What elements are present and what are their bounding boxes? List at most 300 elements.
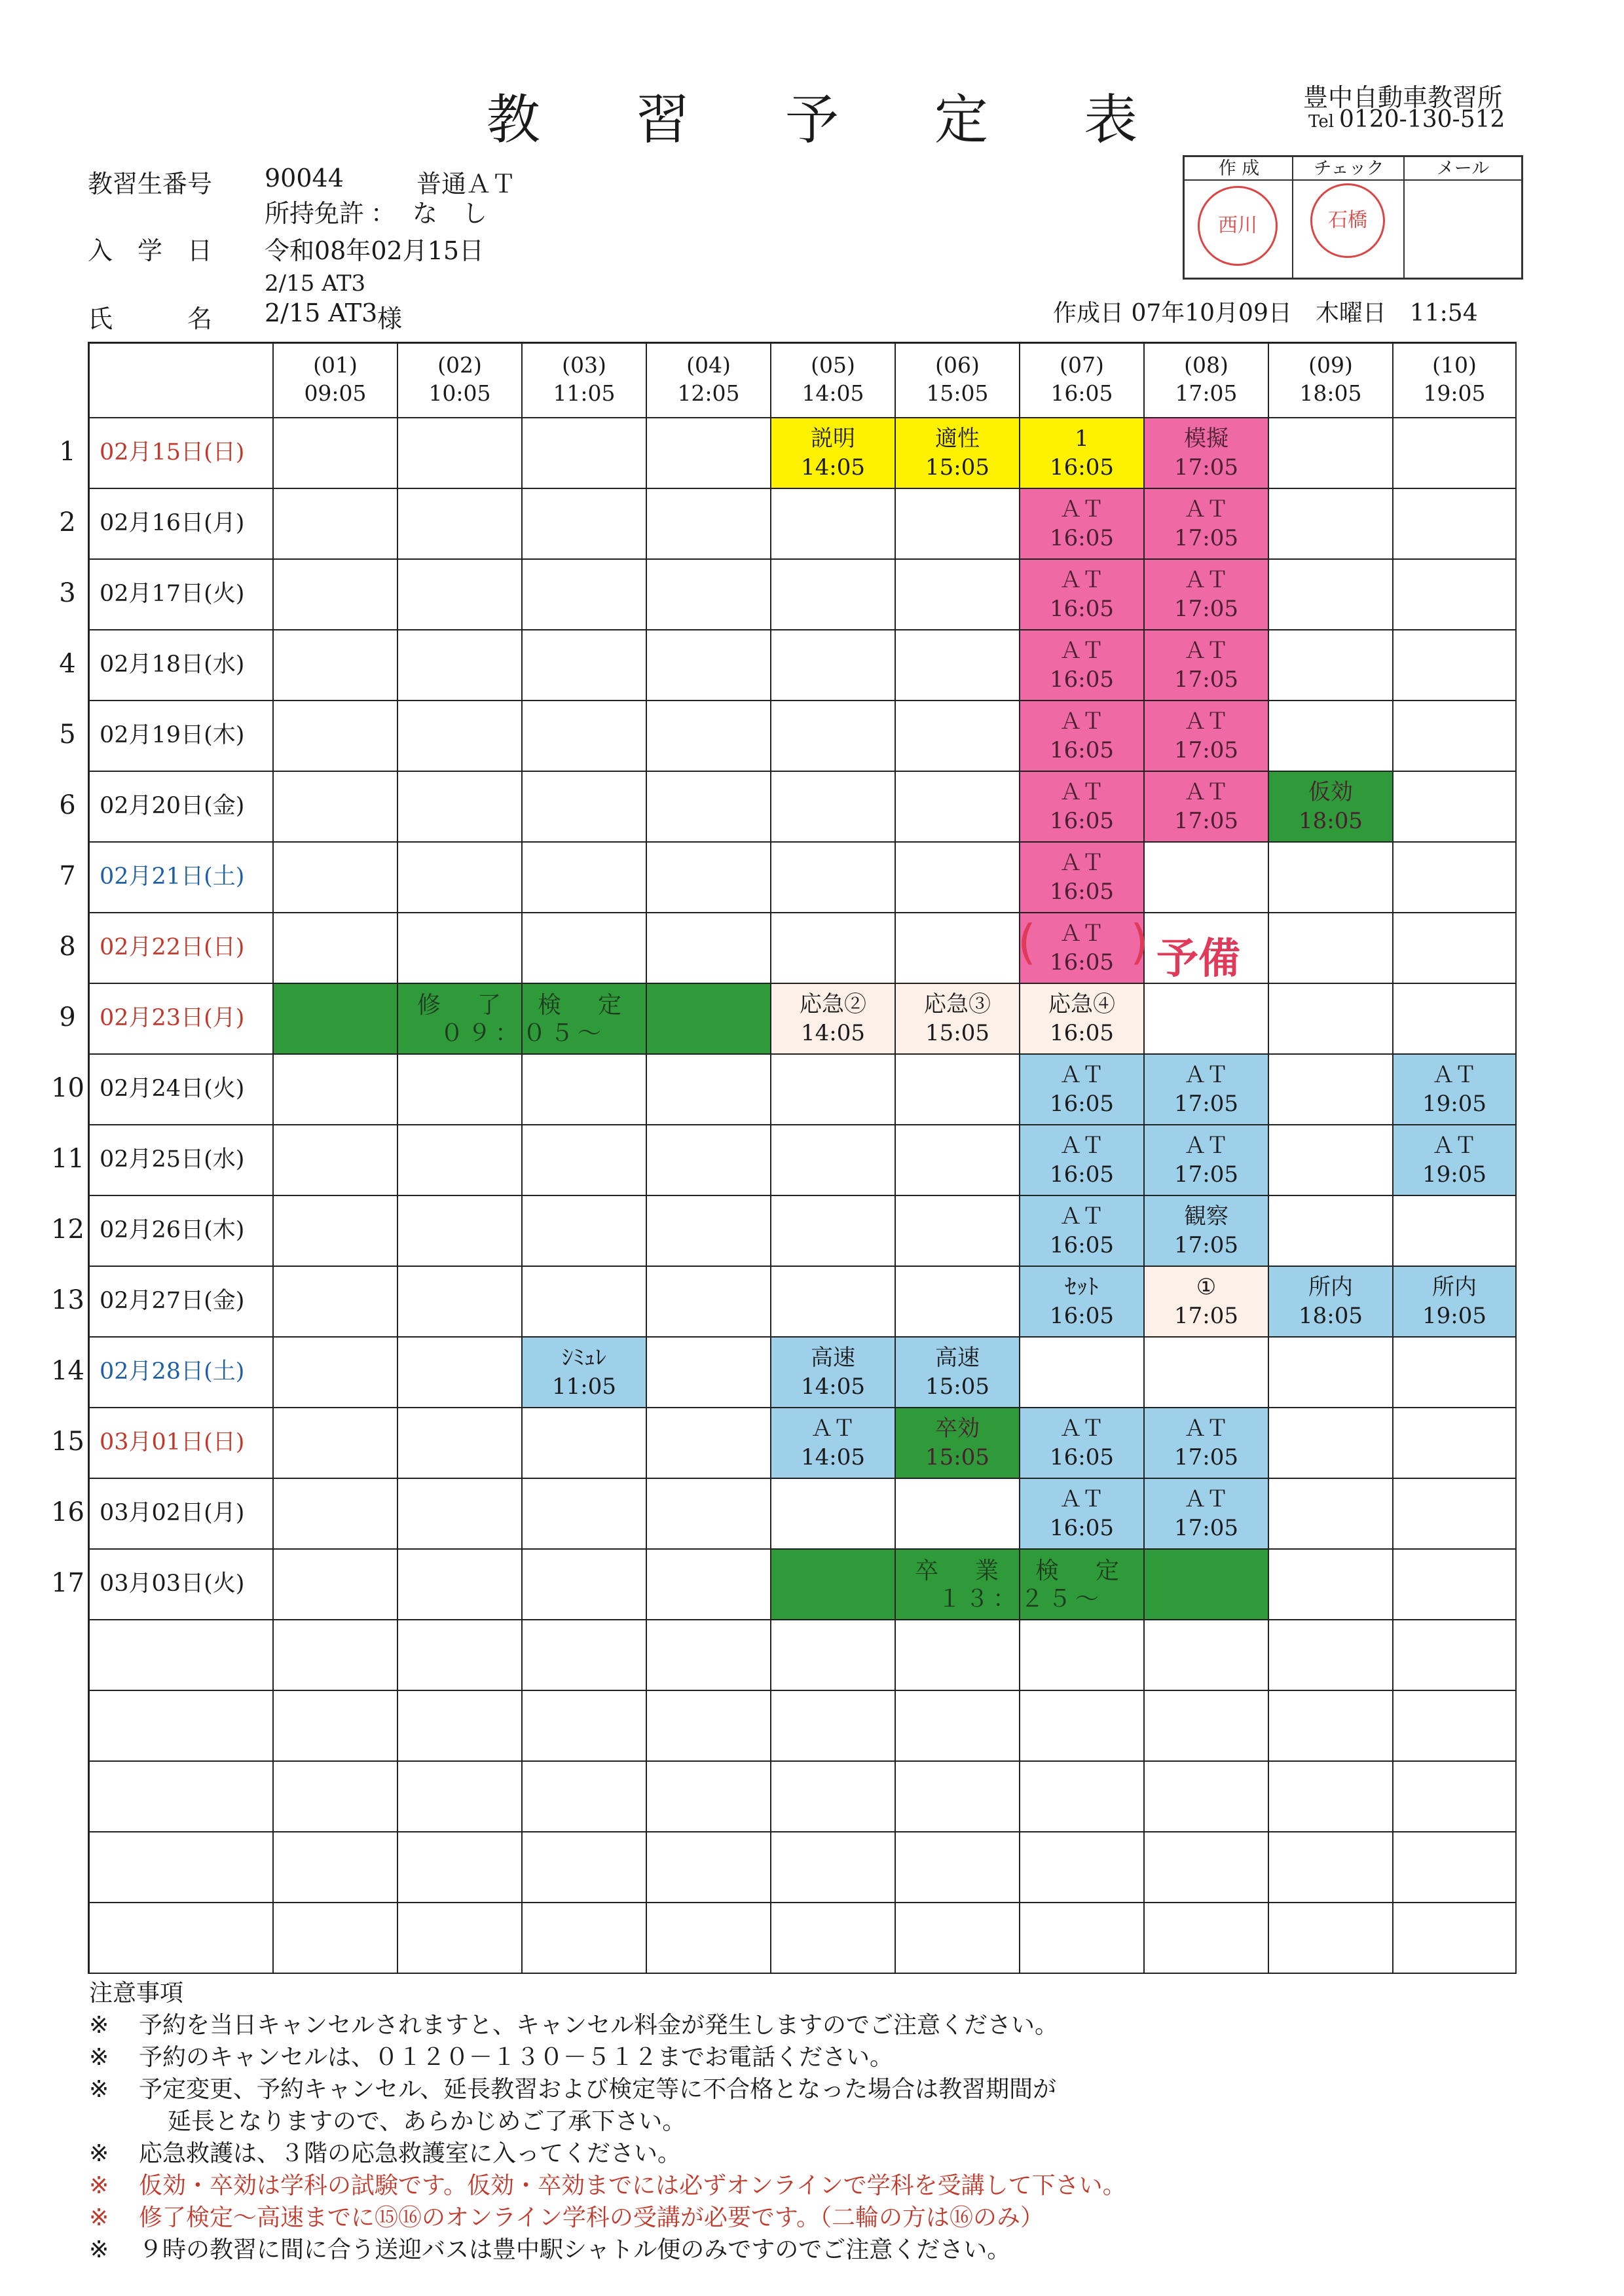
- slot-cell[interactable]: [896, 984, 1020, 1055]
- slot-cell: [1269, 1338, 1393, 1408]
- slot-time: 14:05: [801, 1020, 865, 1046]
- note-mark: ※: [89, 2140, 109, 2167]
- slot-cell: [1393, 1762, 1517, 1832]
- slot-cell: [398, 1903, 523, 1974]
- slot-time: 14:05: [801, 1374, 865, 1400]
- slot-cell: [523, 1620, 647, 1691]
- slot-cell[interactable]: [1020, 1408, 1145, 1479]
- slot-cell[interactable]: [1145, 630, 1269, 701]
- slot-label: ｾｯﾄ: [1065, 1273, 1099, 1300]
- row-date: 02月28日(土): [100, 1358, 245, 1385]
- row-date: 02月27日(金): [100, 1288, 245, 1315]
- row-number: 8: [59, 932, 76, 962]
- slot-label: ＡＴ: [1060, 566, 1104, 593]
- note-mark: ※: [89, 2044, 109, 2071]
- slot-cell[interactable]: [1145, 1196, 1269, 1267]
- slot-cell: [1145, 1691, 1269, 1762]
- slot-cell: [274, 1903, 398, 1974]
- name-label: 氏 名: [88, 304, 213, 333]
- slot-cell: [1269, 913, 1393, 984]
- slot-cell[interactable]: [1020, 772, 1145, 843]
- slot-cell: [523, 1762, 647, 1832]
- date-cell: [88, 913, 274, 984]
- row-number: 2: [59, 507, 76, 538]
- slot-cell: [274, 1479, 398, 1550]
- slot-cell: [647, 1055, 771, 1125]
- row-date: 02月19日(木): [100, 722, 245, 749]
- slot-cell: [398, 1338, 523, 1408]
- slot-time: 18:05: [1299, 808, 1363, 834]
- slot-cell[interactable]: [896, 1408, 1020, 1479]
- slot-cell[interactable]: [771, 1338, 896, 1408]
- slot-time: 15:05: [925, 1020, 989, 1046]
- slot-label: 応急②: [800, 991, 866, 1017]
- slot-time: 16:05: [1050, 1232, 1114, 1258]
- slot-label: ＡＴ: [1184, 778, 1228, 805]
- slot-label: ＡＴ: [1184, 1485, 1228, 1512]
- slot-cell: [771, 1196, 896, 1267]
- stamp-box: [1183, 155, 1523, 280]
- tel-number: 0120-130-512: [1339, 106, 1505, 133]
- slot-cell: [647, 1479, 771, 1550]
- slot-cell: [523, 701, 647, 772]
- slot-cell: [398, 630, 523, 701]
- row-number: 13: [51, 1285, 84, 1315]
- slot-cell: [1020, 1903, 1145, 1974]
- notes: [89, 1977, 1126, 2266]
- period-time: 14:05: [802, 380, 864, 406]
- slot-cell: [1393, 1196, 1517, 1267]
- note-item: [89, 2138, 1126, 2170]
- slot-label: ＡＴ: [1184, 496, 1228, 522]
- slot-cell[interactable]: [1020, 843, 1145, 913]
- slot-time: 15:05: [925, 1374, 989, 1400]
- slot-cell: [398, 1762, 523, 1832]
- period-header: [647, 342, 771, 418]
- slot-cell: [523, 489, 647, 560]
- slot-label: ＡＴ: [1184, 637, 1228, 664]
- slot-cell: [274, 772, 398, 843]
- row-date: 03月03日(火): [100, 1571, 245, 1597]
- slot-cell: [1393, 630, 1517, 701]
- admission-date: 令和08年02月15日: [265, 236, 485, 265]
- slot-label: ＡＴ: [1060, 778, 1104, 805]
- slot-cell: [647, 489, 771, 560]
- slot-cell: [771, 843, 896, 913]
- slot-cell: [274, 1055, 398, 1125]
- slot-cell: [1269, 1055, 1393, 1125]
- slot-time: 17:05: [1174, 666, 1238, 693]
- slot-cell: [647, 1338, 771, 1408]
- slot-cell: [1393, 772, 1517, 843]
- slot-cell[interactable]: [1269, 772, 1393, 843]
- slot-cell: [1269, 1691, 1393, 1762]
- admission-label: 入 学 日: [88, 236, 213, 265]
- completion-test: [274, 984, 771, 1055]
- slot-cell: [398, 843, 523, 913]
- slot-cell: [771, 1479, 896, 1550]
- slot-cell[interactable]: [771, 1408, 896, 1479]
- period-header: [1020, 342, 1145, 418]
- slot-cell: [771, 1620, 896, 1691]
- page-title: 教 習 予 定 表: [486, 89, 1177, 151]
- slot-cell[interactable]: [1020, 701, 1145, 772]
- slot-cell: [1020, 1762, 1145, 1832]
- slot-cell: [1020, 1620, 1145, 1691]
- period-header: [1145, 342, 1269, 418]
- seal-create: 西川: [1198, 186, 1278, 266]
- slot-cell[interactable]: [771, 418, 896, 489]
- slot-cell: [896, 772, 1020, 843]
- slot-label: 応急③: [924, 991, 991, 1017]
- period-time: 19:05: [1423, 380, 1486, 406]
- slot-cell: [523, 772, 647, 843]
- period-header: [896, 342, 1020, 418]
- slot-time: 17:05: [1174, 1232, 1238, 1258]
- slot-cell: [274, 1196, 398, 1267]
- slot-cell: [398, 772, 523, 843]
- header-corner: [88, 342, 274, 418]
- slot-cell: [523, 1408, 647, 1479]
- slot-cell: [1393, 489, 1517, 560]
- slot-cell: [274, 701, 398, 772]
- row-date: 02月15日(日): [100, 439, 245, 466]
- slot-time: 19:05: [1422, 1161, 1486, 1188]
- slot-cell: [1393, 1338, 1517, 1408]
- slot-cell: [274, 1338, 398, 1408]
- period-header: [523, 342, 647, 418]
- slot-cell: [398, 701, 523, 772]
- period-number: (06): [935, 352, 980, 378]
- slot-cell: [274, 560, 398, 630]
- slot-cell[interactable]: [1393, 1055, 1517, 1125]
- student-name: 2/15 AT3: [265, 299, 378, 327]
- student-number-label: 教習生番号: [88, 170, 213, 198]
- slot-time: 19:05: [1422, 1091, 1486, 1117]
- slot-cell[interactable]: [771, 984, 896, 1055]
- slot-cell: [274, 1125, 398, 1196]
- slot-cell: [1145, 1762, 1269, 1832]
- period-time: 12:05: [677, 380, 740, 406]
- date-cell: [88, 1550, 274, 1620]
- slot-cell: [1269, 843, 1393, 913]
- note-item: [89, 2234, 1126, 2266]
- period-number: (05): [811, 352, 855, 378]
- slot-time: 17:05: [1174, 454, 1238, 481]
- slot-cell: [1269, 984, 1393, 1055]
- slot-cell[interactable]: [1145, 701, 1269, 772]
- slot-cell: [274, 1691, 398, 1762]
- slot-cell: [1020, 1832, 1145, 1903]
- date-cell: [88, 1832, 274, 1903]
- date-cell: [88, 984, 274, 1055]
- slot-cell: [523, 560, 647, 630]
- slot-cell[interactable]: [1145, 418, 1269, 489]
- slot-cell[interactable]: [1020, 489, 1145, 560]
- period-number: (09): [1308, 352, 1353, 378]
- slot-cell: [771, 489, 896, 560]
- slot-cell[interactable]: [1020, 984, 1145, 1055]
- slot-cell: [896, 560, 1020, 630]
- graduation-test-line2: １３：２５～: [937, 1586, 1103, 1613]
- slot-cell: [1269, 1620, 1393, 1691]
- slot-cell: [1393, 1832, 1517, 1903]
- slot-cell[interactable]: [523, 1338, 647, 1408]
- slot-cell: [647, 1408, 771, 1479]
- slot-cell: [1393, 1550, 1517, 1620]
- slot-label: ＡＴ: [1060, 1132, 1104, 1159]
- slot-cell: [647, 772, 771, 843]
- note-text: 予約を当日キャンセルされますと、キャンセル料金が発生しますのでご注意ください。: [139, 2012, 1059, 2039]
- slot-cell: [1269, 489, 1393, 560]
- row-number: 6: [59, 790, 76, 820]
- note-text: 予定変更、予約キャンセル、延長教習および検定等に不合格となった場合は教習期間が: [139, 2076, 1057, 2103]
- slot-cell: [274, 1620, 398, 1691]
- slot-cell: [398, 418, 523, 489]
- slot-cell[interactable]: [1145, 489, 1269, 560]
- row-number: 10: [51, 1073, 84, 1103]
- slot-cell[interactable]: [1020, 418, 1145, 489]
- period-number: (08): [1184, 352, 1228, 378]
- note-text: 予約のキャンセルは、０１２０－１３０－５１２までお電話ください。: [139, 2044, 894, 2071]
- slot-cell: [1020, 1338, 1145, 1408]
- notes-heading: 注意事項: [89, 1980, 184, 2007]
- slot-cell: [398, 560, 523, 630]
- period-time: 09:05: [304, 380, 367, 406]
- period-header: [398, 342, 523, 418]
- note-item: [89, 2073, 1126, 2105]
- slot-time: 17:05: [1174, 596, 1238, 622]
- row-number: 11: [51, 1144, 84, 1174]
- slot-cell: [398, 1550, 523, 1620]
- slot-cell: [1269, 630, 1393, 701]
- slot-cell[interactable]: [1393, 1267, 1517, 1338]
- slot-cell: [1269, 1408, 1393, 1479]
- period-time: 15:05: [926, 380, 989, 406]
- date-cell: [88, 701, 274, 772]
- row-number: 9: [59, 1002, 76, 1032]
- slot-cell[interactable]: [1020, 1196, 1145, 1267]
- date-cell: [88, 1408, 274, 1479]
- slot-cell: [647, 630, 771, 701]
- slot-cell: [523, 1691, 647, 1762]
- slot-cell: [1145, 843, 1269, 913]
- slot-cell[interactable]: [1020, 630, 1145, 701]
- slot-time: 14:05: [801, 1444, 865, 1470]
- slot-cell: [523, 1832, 647, 1903]
- note-mark: ※: [89, 2236, 109, 2263]
- period-header: [1269, 342, 1393, 418]
- row-date: 03月02日(月): [100, 1500, 245, 1527]
- date-cell: [88, 1903, 274, 1974]
- slot-cell: [1393, 1691, 1517, 1762]
- slot-cell: [398, 1055, 523, 1125]
- slot-cell[interactable]: [1020, 560, 1145, 630]
- slot-cell: [1145, 1338, 1269, 1408]
- slot-cell: [1145, 984, 1269, 1055]
- slot-label: 説明: [811, 425, 855, 452]
- note-mark: ※: [89, 2172, 109, 2199]
- slot-cell: [523, 843, 647, 913]
- slot-cell: [523, 913, 647, 984]
- slot-cell[interactable]: [1020, 1267, 1145, 1338]
- row-date: 03月01日(日): [100, 1429, 245, 1456]
- slot-cell: [647, 1196, 771, 1267]
- slot-label: ①: [1196, 1273, 1217, 1300]
- note-mark: ※: [89, 2012, 109, 2039]
- slot-cell: [647, 1832, 771, 1903]
- row-number: 17: [51, 1568, 84, 1598]
- period-time: 17:05: [1175, 380, 1238, 406]
- row-date: 02月21日(土): [100, 864, 245, 890]
- slot-cell: [771, 1125, 896, 1196]
- slot-cell: [771, 772, 896, 843]
- slot-cell[interactable]: [896, 418, 1020, 489]
- row-date: 02月16日(月): [100, 510, 245, 537]
- seal-check: 石橋: [1310, 183, 1385, 258]
- slot-cell: [1269, 1762, 1393, 1832]
- slot-time: 18:05: [1299, 1303, 1363, 1329]
- slot-cell: [274, 630, 398, 701]
- date-cell: [88, 1479, 274, 1550]
- slot-time: 11:05: [552, 1374, 616, 1400]
- slot-time: 14:05: [801, 454, 865, 481]
- slot-label: ＡＴ: [1060, 637, 1104, 664]
- date-cell: [88, 1762, 274, 1832]
- slot-cell: [647, 701, 771, 772]
- row-number: 7: [59, 861, 76, 891]
- row-number: 4: [59, 649, 76, 679]
- slot-time: 16:05: [1050, 808, 1114, 834]
- slot-cell: [274, 1550, 398, 1620]
- slot-cell[interactable]: [1269, 1267, 1393, 1338]
- slot-cell[interactable]: [896, 1338, 1020, 1408]
- slot-cell: [896, 843, 1020, 913]
- note-mark: ※: [89, 2076, 109, 2103]
- slot-time: 16:05: [1050, 949, 1114, 975]
- note-item: [89, 2041, 1126, 2073]
- note-item: [89, 2202, 1126, 2234]
- slot-cell: [1269, 701, 1393, 772]
- period-number: (10): [1432, 352, 1477, 378]
- slot-cell: [771, 913, 896, 984]
- slot-cell: [274, 1267, 398, 1338]
- slot-cell: [771, 1903, 896, 1974]
- slot-cell: [523, 418, 647, 489]
- slot-label: 応急④: [1048, 991, 1115, 1017]
- slot-cell[interactable]: [1145, 1055, 1269, 1125]
- slot-cell: [647, 560, 771, 630]
- slot-time: 16:05: [1050, 454, 1114, 481]
- slot-cell[interactable]: [1020, 913, 1145, 984]
- slot-cell: [896, 1620, 1020, 1691]
- date-cell: [88, 1196, 274, 1267]
- honorific: 様: [377, 304, 403, 333]
- slot-label: ＡＴ: [1060, 920, 1104, 947]
- slot-label: ＡＴ: [811, 1415, 855, 1442]
- slot-cell: [523, 630, 647, 701]
- slot-cell: [771, 1762, 896, 1832]
- slot-cell[interactable]: [1145, 1408, 1269, 1479]
- slot-cell[interactable]: [1145, 560, 1269, 630]
- period-number: (03): [562, 352, 606, 378]
- slot-cell: [1393, 418, 1517, 489]
- date-cell: [88, 1620, 274, 1691]
- slot-cell: [398, 1479, 523, 1550]
- slot-time: 16:05: [1050, 1091, 1114, 1117]
- slot-cell[interactable]: [1393, 1125, 1517, 1196]
- slot-cell: [1393, 1408, 1517, 1479]
- slot-cell: [1269, 560, 1393, 630]
- slot-cell: [398, 489, 523, 560]
- slot-cell: [647, 1691, 771, 1762]
- slot-cell: [771, 1691, 896, 1762]
- slot-cell: [398, 1832, 523, 1903]
- row-number: 16: [51, 1497, 84, 1527]
- period-time: 16:05: [1050, 380, 1113, 406]
- slot-label: 模擬: [1184, 425, 1228, 452]
- slot-cell: [1393, 1479, 1517, 1550]
- slot-label: ｼﾐｭﾚ: [562, 1344, 606, 1371]
- period-time: 10:05: [428, 380, 491, 406]
- period-number: (07): [1060, 352, 1104, 378]
- slot-cell[interactable]: [1145, 1479, 1269, 1550]
- completion-test-line1: 修 了 検 定: [416, 991, 628, 1019]
- slot-cell: [398, 1408, 523, 1479]
- slot-cell[interactable]: [1145, 1267, 1269, 1338]
- slot-time: 17:05: [1174, 808, 1238, 834]
- slot-time: 16:05: [1050, 1161, 1114, 1188]
- slot-cell[interactable]: [1145, 1125, 1269, 1196]
- slot-cell: [896, 913, 1020, 984]
- slot-cell: [647, 1125, 771, 1196]
- slot-time: 16:05: [1050, 1444, 1114, 1470]
- slot-cell: [398, 1620, 523, 1691]
- slot-cell: [274, 418, 398, 489]
- note-item: [89, 2009, 1126, 2041]
- tel-label: Tel: [1308, 112, 1335, 132]
- handwritten-yobi: 予備: [1156, 935, 1240, 983]
- note-text: 仮効・卒効は学科の試験です。仮効・卒効までには必ずオンラインで学科を受講して下さい。: [139, 2172, 1126, 2199]
- slot-cell: [274, 1762, 398, 1832]
- slot-time: 17:05: [1174, 525, 1238, 551]
- slot-cell: [523, 1550, 647, 1620]
- slot-cell[interactable]: [1020, 1125, 1145, 1196]
- slot-cell: [523, 1196, 647, 1267]
- slot-cell[interactable]: [1020, 1055, 1145, 1125]
- note-text: 応急救護は、３階の応急救護室に入ってください。: [139, 2140, 682, 2167]
- note-mark: ※: [89, 2204, 109, 2231]
- slot-cell: [1269, 1479, 1393, 1550]
- slot-cell: [896, 701, 1020, 772]
- note-text: ９時の教習に間に合う送迎バスは豊中駅シャトル便のみですのでご注意ください。: [139, 2236, 1011, 2263]
- slot-cell: [398, 913, 523, 984]
- slot-cell: [1269, 1550, 1393, 1620]
- slot-cell: [398, 1267, 523, 1338]
- date-cell: [88, 1338, 274, 1408]
- slot-cell[interactable]: [1145, 772, 1269, 843]
- slot-cell: [523, 1267, 647, 1338]
- row-number: 3: [59, 578, 76, 608]
- row-date: 02月23日(月): [100, 1005, 245, 1032]
- row-date: 02月25日(水): [100, 1146, 245, 1173]
- slot-cell: [647, 1762, 771, 1832]
- slot-cell[interactable]: [1020, 1479, 1145, 1550]
- slot-cell: [896, 1832, 1020, 1903]
- date-cell: [88, 630, 274, 701]
- slot-cell: [523, 1055, 647, 1125]
- date-cell: [88, 1691, 274, 1762]
